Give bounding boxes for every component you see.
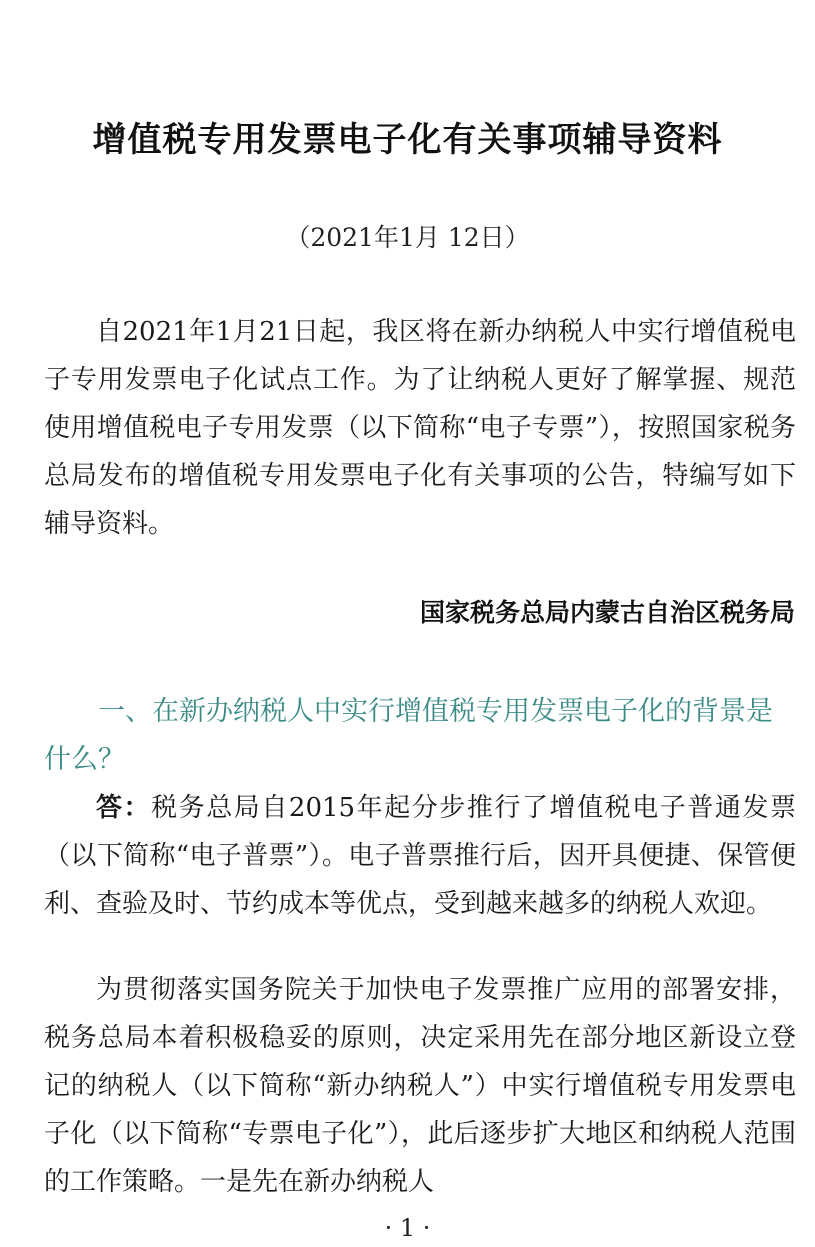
body-paragraph: 为贯彻落实国务院关于加快电子发票推广应用的部署安排，税务总局本着积极稳妥的原则，决定采用先在部分地区新设立登记的纳税人（以下简称“新办纳税人”）中实行增值税专用发票电子化（以下简称“专票电子化”），此后逐步扩大地区和纳税人范围的工作策略。一是先在新办纳税人 bbox=[44, 975, 796, 1197]
intro-paragraph: 自2021年1月21日起，我区将在新办纳税人中实行增值税电子专用发票电子化试点工作。为了让纳税人更好了解掌握、规范使用增值税电子专用发票（以下简称“电子专票”），按照国家税务总局发布的增值税专用发票电子化有关事项的公告，特编写如下辅导资料。 bbox=[44, 317, 796, 539]
section-heading: 一、在新办纳税人中实行增值税专用发票电子化的背景是什么？ bbox=[44, 696, 773, 775]
document-title: 增值税专用发票电子化有关事项辅导资料 bbox=[92, 120, 723, 160]
answer-text: 税务总局自2015年起分步推行了增值税电子普通发票（以下简称“电子普票”）。电子普票推行后，因开具便捷、保管便利、查验及时、节约成本等优点，受到越来越多的纳税人欢迎。 bbox=[44, 793, 796, 919]
page-number: · 1 · bbox=[384, 1214, 431, 1242]
issuer-signature: 国家税务总局内蒙古自治区税务局 bbox=[419, 598, 795, 627]
document-date: （2021年1月 12日） bbox=[285, 223, 530, 252]
answer-paragraph bbox=[44, 784, 796, 928]
answer-label: 答： bbox=[96, 793, 152, 823]
